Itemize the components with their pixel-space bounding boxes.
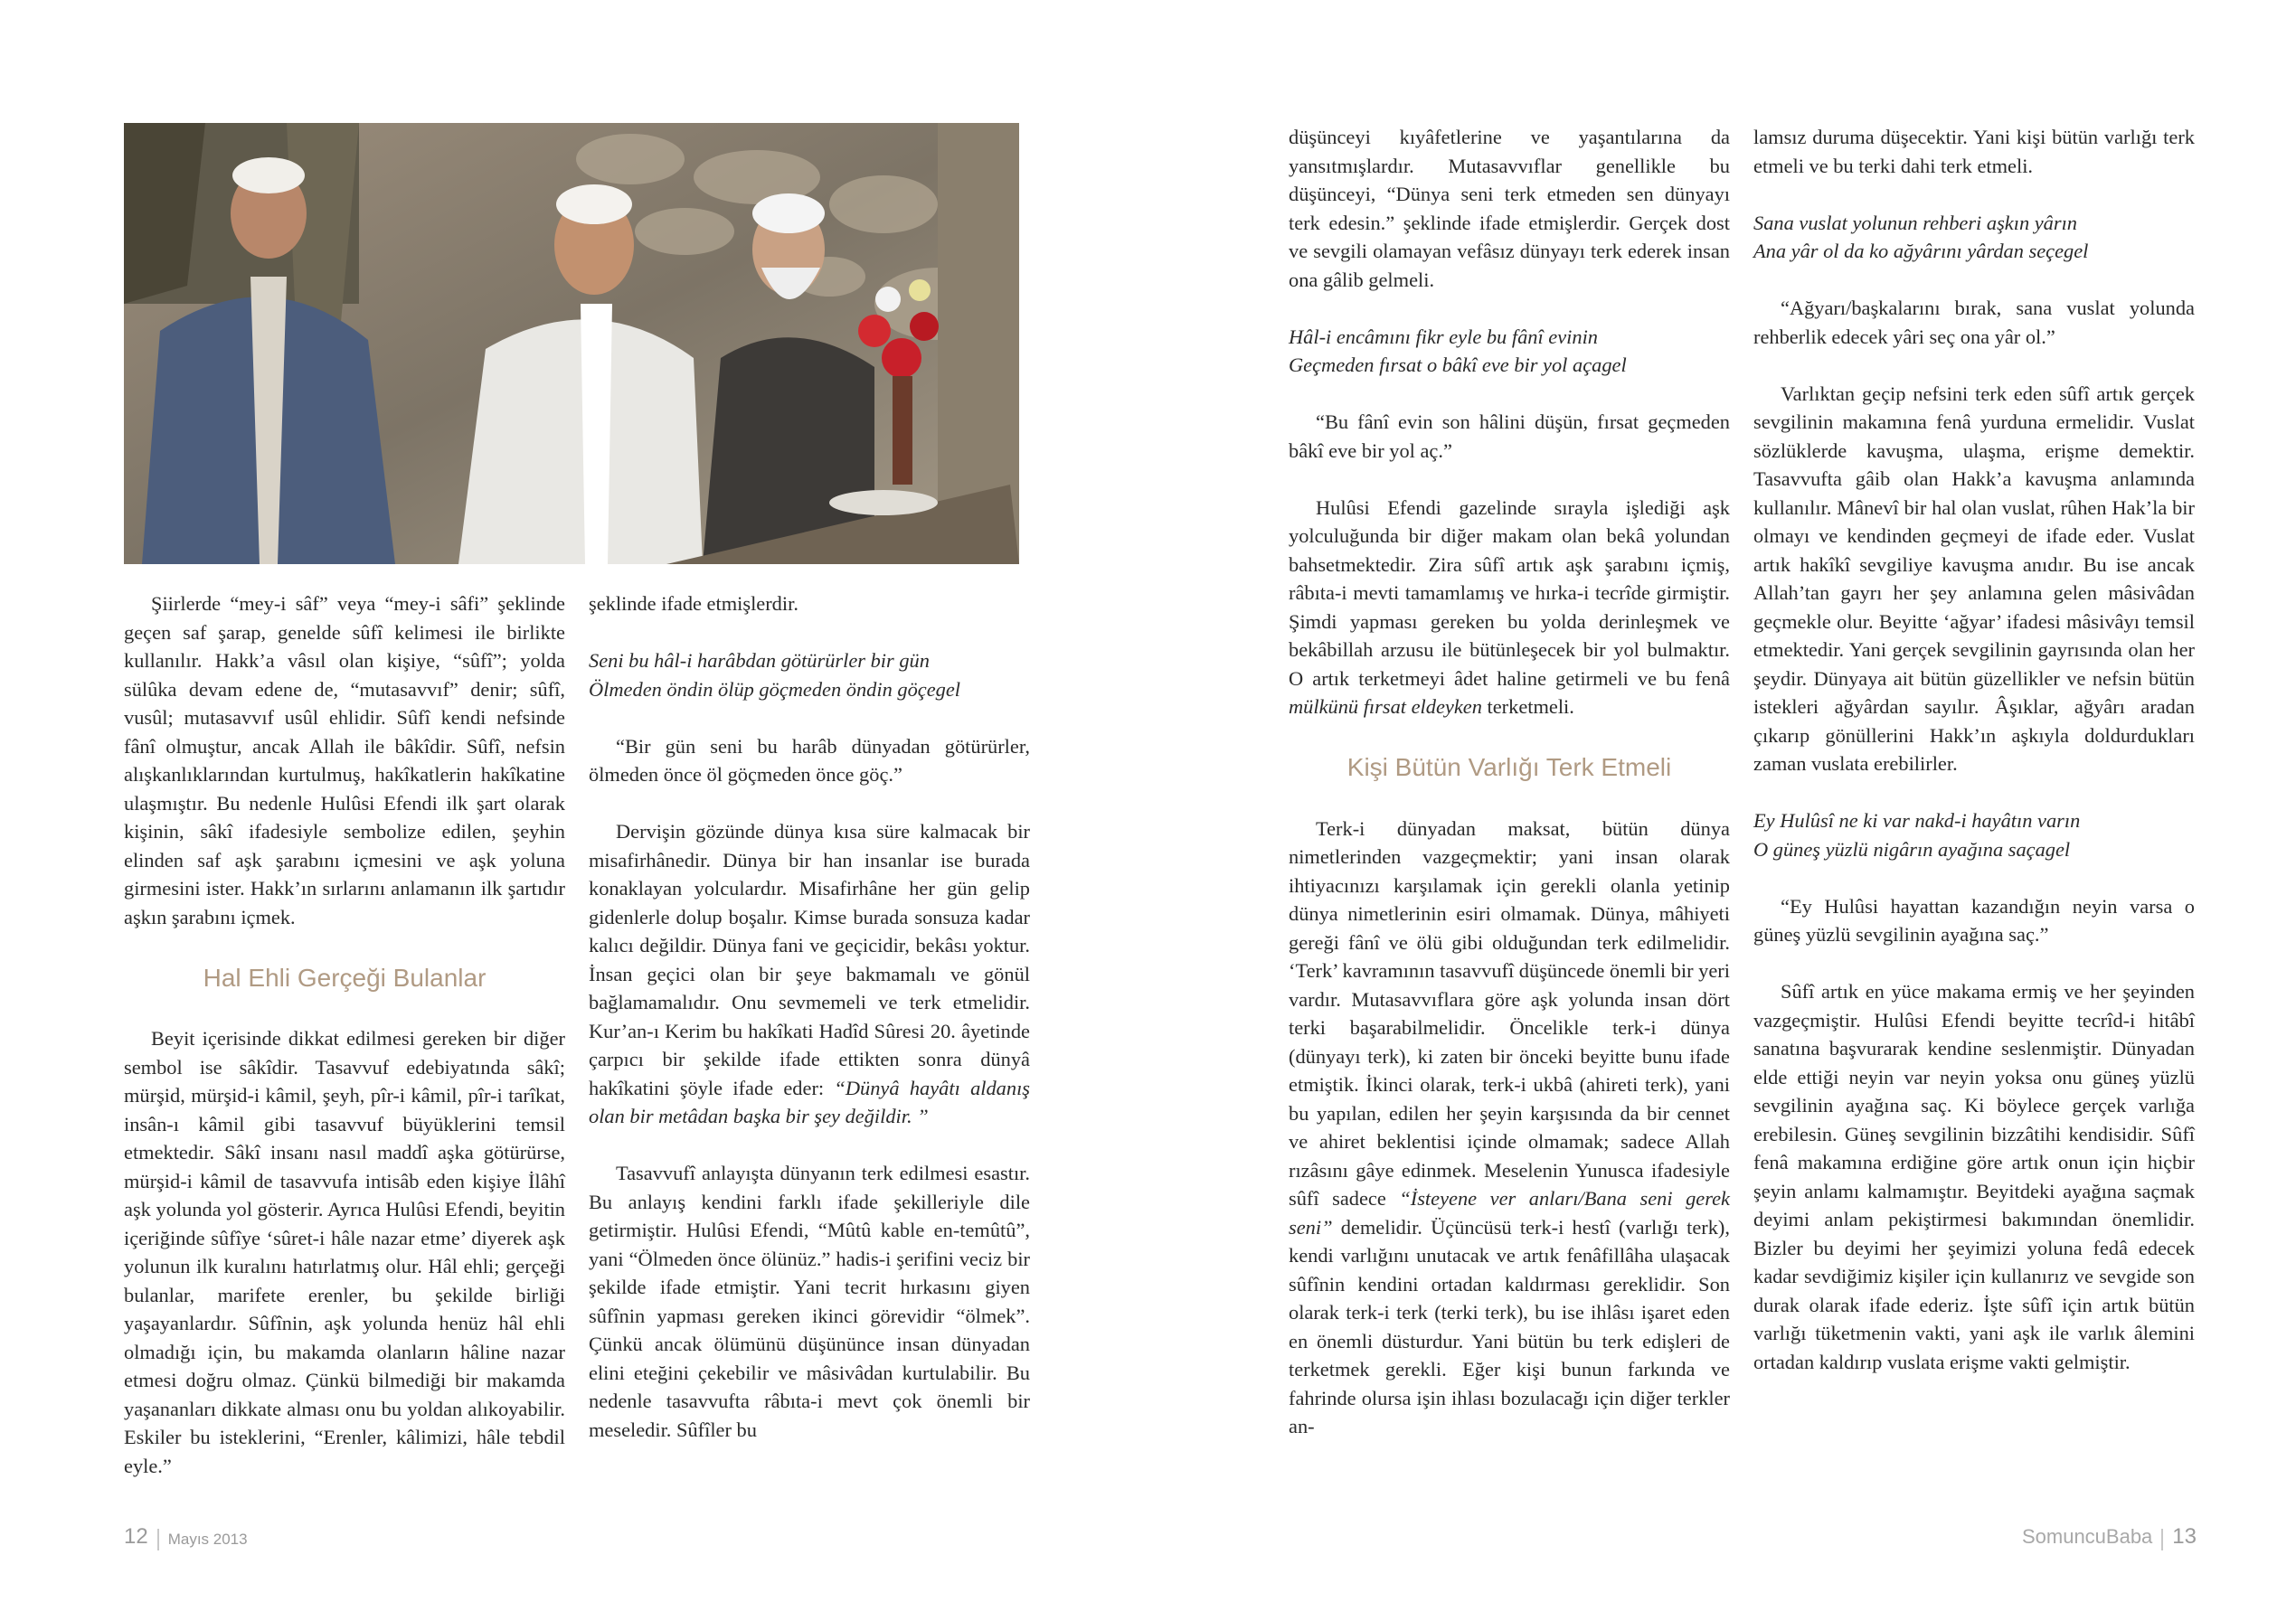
paragraph xyxy=(1289,494,1730,721)
verse-line: Ey Hulûsî ne ki var nakd-i hayâtın varın xyxy=(1753,809,2081,832)
quote-italic: “Dünyâ hayâtı aldanış olan bir metâdan başka bir şey değildir. ” xyxy=(589,1076,1030,1127)
footer-divider xyxy=(2161,1529,2163,1550)
paragraph-text: demelidir. Üçüncüsü terk-i hestî (varlığı terk), kendi varlığını unutacak ve artık fenâfillâha ulaşacak sûfînin kendini ortadan kaldırması gereklidir. Son olarak terk-i terk (terki terk), bu ise ihlâsı işaret eden en önemli düsturdur. Yani bütün bu terk edişleri de terketmek gerekli. Eğer kişi bunun farkında ve fahrinde olursa işin ihlası bozulacağı için diğer terkler an- xyxy=(1289,1215,1730,1437)
verse-line: Hâl-i encâmını fikr eyle bu fânî evinin xyxy=(1289,325,1598,348)
column-2 xyxy=(589,589,1030,1473)
section-heading: Hal Ehli Gerçeği Bulanlar xyxy=(203,963,487,992)
verse-line: Seni bu hâl-i harâbdan götürürler bir gün xyxy=(589,649,930,672)
quote-italic: “İsteyene ver anları/Bana seni gerek seni” xyxy=(1289,1187,1730,1239)
paragraph: “Bir gün seni bu harâb dünyadan götürürler, ölmeden önce öl göçmeden önce göç.” xyxy=(589,734,1030,786)
magazine-brand: SomuncuBaba xyxy=(2021,1525,2153,1548)
verse-line: Sana vuslat yolunun rehberi aşkın yârın xyxy=(1753,211,2077,234)
paragraph: Tasavvufî anlayışta dünyanın terk edilmesi esastır. Bu anlayış kendini farklı ifade şekilleriyle dile getirmiştir. Hulûsi Efendi, “Mûtû kable en-temûtû”, yani “Ölmeden önce ölünüz.” hadis-i şerifini veciz bir şekilde ifade etmiştir. Yani tecrit hırkasını giyen sûfînin yapması gereken ikinci görevidir “ölmek”. Çünkü ancak ölümünü düşününce insan dünyadan elini eteğini çekebilir ve mâsivâdan kurtulabilir. Bu nedenle tasavvufta râbıta-i mevt çok önemli bir meseledir. Sûfîler bu xyxy=(589,1162,1030,1441)
column-4 xyxy=(1753,123,2195,1405)
issue-date: Mayıs 2013 xyxy=(167,1530,248,1548)
verse-line: Ana yâr ol da ko ağyârını yârdan seçegel xyxy=(1753,240,2089,262)
paragraph-text: Hulûsi Efendi gazelinde sırayla işlediği aşk yolculuğunda bir diğer makam olan bekâ yolundan bahsetmektedir. Zira sûfî artık aşk şarabını içmiş, râbıta-i mevti tamamlamış ve hırka-i tecrîde girmiştir. Şimdi yapması gereken bu yolda derinleşmek ve bekâbillah arzusu ile bütünleşecek bir yol bulmaktır. O artık terketmeyi âdet haline getirmeli ve bu fenâ xyxy=(1289,495,1730,690)
page-number: 12 xyxy=(124,1524,148,1549)
paragraph: “Ey Hulûsi hayattan kazandığın neyin varsa o güneş yüzlü sevgilinin ayağına saç.” xyxy=(1753,894,2195,946)
paragraph: Varlıktan geçip nefsini terk eden sûfî artık gerçek sevgilinin makamına fenâ yurduna ermelidir. Vuslat sözlüklerde kavuşma, ulaşma, erişme demektir. Tasavvufta gâib olan Hakk’a kavuşma anlamında kullanılır. Mânevî bir hal olan vuslat, rûhen Hak’la bir olmayı ve kendinden geçmeyi de ifade eder. Vuslat artık hakîkî sevgiliye kavuşma anıdır. Bu ise ancak Allah’tan gayrı her şey anlamına gelen mâsivâdan geçmekle olur. Beyitte ‘ağyar’ ifadesi mâsivâyı temsil etmektedir. Yani gerçek sevgilinin gayrısında olan her şeydir. Dünyaya ait bütün güzellikler ve nefsin bütün istekleri ağyârdan sayılır. Âşıklar, ağyârı aradan çıkarıp gönüllerini Hakk’ın aşkıyla doldurdukları zaman vuslata erebilirler. xyxy=(1753,382,2195,775)
verse xyxy=(1753,806,2195,863)
paragraph: Şiirlerde “mey-i sâf” veya “mey-i sâfi” şeklinde geçen saf şarap, genelde sûfî kelimesi ile birlikte kullanılır. Hakk’a vâsıl olan kişiye, “sûfî”; yolda sülûka devam edene de, “mutasavvıf” denir; sûfî, vusûl; mutasavvıf usûl ehlidir. Sûfî kendi nefsinde fânî olmuştur, ancak Allah ile bâkîdir. Sûfî, nefsin alışkanlıklarından kurtulmuş, hakîkatlerin hakîkatine ulaşmıştır. Bu nedenle Hulûsi Efendi ilk şart olarak kişinin, sâkî ifadesiyle sembolize edilen, şeyhin elinden saf aşk şarabını içmesini ve aşk yoluna girmesini ister. Hakk’ın sırlarını anlamanın ilk şartıdır aşkın şarabını içmek. xyxy=(124,592,565,928)
paragraph: Sûfî artık en yüce makama ermiş ve her şeyinden vazgeçmiştir. Hulûsi Efendi beyitte tecrîd-i hitâbî sanatına başvurarak kendine seslenmiştir. Dünyadan elde ettiği neyin var neyin yoksa onu güneş yüzlü sevgilinin ayağına saç. Ki böylece gerçek varlığa erebilesin. Güneş sevgilinin bizzâtihi kendisidir. Sûfî fenâ makamına erdiğine göre artık onun için hiçbir şeyin anlamı kalmamıştır. Beyitdeki ayağına saçmak deyimi anlam pekiştirmesi bakımından önemlidir. Bizler bu deyimi her şeyimizi yoluna fedâ edecek kadar sevdiğimiz kişiler için kullanırız ve sevgide son durak olarak ifade ederiz. İşte sûfî için artık bütün varlığı tüketmenin vakti, yani aşk ile varlık âlemini ortadan kaldırıp vuslata erişme vakti gelmiştir. xyxy=(1753,980,2195,1373)
column-1 xyxy=(124,589,565,1509)
photo-of-three-men-icon xyxy=(124,123,1019,564)
paragraph: şeklinde ifade etmişlerdir. xyxy=(589,592,798,615)
verse-line: Geçmeden fırsat o bâkî eve bir yol açagel xyxy=(1289,353,1627,376)
verse xyxy=(1753,209,2195,266)
page-number: 13 xyxy=(2172,1524,2197,1549)
paragraph-text: terketmeli. xyxy=(1487,695,1574,718)
right-page-footer xyxy=(2022,1524,2197,1550)
paragraph-text: Dervişin gözünde dünya kısa süre kalmacak bir misafirhânedir. Dünya bir han insanlar ise burada konaklayan yolculardır. Misafirhâne her gün gelip gidenlerle dolup boşalır. Kimse burada sonsuza kadar kalıcı değildir. Dünya fani ve geçicidir, bekâsı yoktur. İnsan geçici olan bir şeye bakmamalı ve gönül bağlamamalıdır. Onu sevmemeli ve terk etmelidir. Kur’an-ı Kerim bu hakîkati Hadîd Sûresi 20. âyetinde çarpıcı bir şekilde ifade ettikten sonra dünyâ hakîkatini şöyle ifade eder: xyxy=(589,820,1030,1099)
paragraph: “Bu fânî evin son hâlini düşün, fırsat geçmeden bâkî eve bir yol aç.” xyxy=(1289,410,1730,462)
paragraph: “Ağyarı/başkalarını bırak, sana vuslat yolunda rehberlik edecek yâri seç ona yâr ol.” xyxy=(1753,297,2195,348)
phrase-italic: mülkünü fırsat eldeyken xyxy=(1289,695,1482,718)
verse-line: O güneş yüzlü nigârın ayağına saçagel xyxy=(1753,837,2071,861)
left-page-footer xyxy=(124,1524,248,1550)
article-photo xyxy=(124,123,1019,564)
paragraph: lamsız duruma düşecektir. Yani kişi bütün varlığı terk etmeli ve bu terki dahi terk etmeli. xyxy=(1753,126,2195,177)
paragraph: Beyit içerisinde dikkat edilmesi gereken bir diğer sembol ise sâkîdir. Tasavvuf edebiyatında sâkî; mürşid, mürşid-i kâmil, şeyh, pîr-i kâmil, pîr-i tarîkat, insân-ı kâmil gibi tasavvuf büyüklerini temsil etmektedir. Sâkî insanı nasıl maddî aşka götürürse, mürşid-i kâmil de tasavvufa intisâb eden kişiye İlâhî aşk yolunda yol gösterir. Ayrıca Hulûsi Efendi, beyitin içeriğinde sûfîye ‘sûret-i hâle nazar etme’ diyerek aşk yolunun ilk kuralını hatırlatmış olur. Hâl ehli; gerçeği bulanlar, marifete erenler, bu şekilde birliği yaşayanlardır. Sûfînin, aşk yolunda henüz hâl ehli olmadığı için, bu makamda olanların hâline nazar etmesi doğru olmaz. Çünkü bilmediği bir makamda yaşananları dikkate alması onu bu yoldan alıkoyabilir. Eskiler bu isteklerini, “Erenler, kâlimizi, hâle tebdil eyle.” xyxy=(124,1027,565,1477)
footer-divider xyxy=(157,1529,159,1550)
column-3 xyxy=(1289,123,1730,1469)
paragraph: düşünceyi kıyâfetlerine ve yaşantılarına da yansıtmışlardır. Mutasavvıflar genellikle bu düşünceyi, “Dünya seni terk etmeden sen dünyayı terk edesin.” şeklinde ifade etmişlerdir. Gerçek dost ve sevgili olamayan vefâsız dünyayı terk ederek insan ona gâlib gelmeli. xyxy=(1289,126,1730,291)
paragraph xyxy=(1289,815,1730,1441)
verse xyxy=(589,646,1030,703)
paragraph xyxy=(589,817,1030,1131)
section-heading: Kişi Bütün Varlığı Terk Etmeli xyxy=(1346,753,1672,781)
verse-line: Ölmeden öndin ölüp göçmeden öndin göçegel xyxy=(589,677,961,701)
paragraph-text: Terk-i dünyadan maksat, bütün dünya nimetlerinden vazgeçmektir; yani insan olarak ihtiyacınızı karşılamak için gerekli olanla yetinip dünya nimetlerinin esiri olmamak. Dünya, mâhiyeti gereği fânî ve ölü gibi olduğundan terk edilmelidir. ‘Terk’ kavramının tasavvufî düşüncede önemli bir yeri vardır. Mutasavvıflara göre aşk yolunda insan dört terki başarabilmelidir. Öncelikle terk-i dünya (dünyayı terk), ki zaten bir önceki beyitte bunu ifade etmiştik. İkinci olarak, terk-i ukbâ (ahireti terk), yani bu yapılan, edilen her şeyin karşısında da bir cennet ve ahiret beklentisi içinde olmamak; sadece Allah rızâsını gâye edinmek. Meselenin Yunusca ifadesiyle sûfî sadece xyxy=(1289,816,1730,1210)
verse xyxy=(1289,323,1730,380)
